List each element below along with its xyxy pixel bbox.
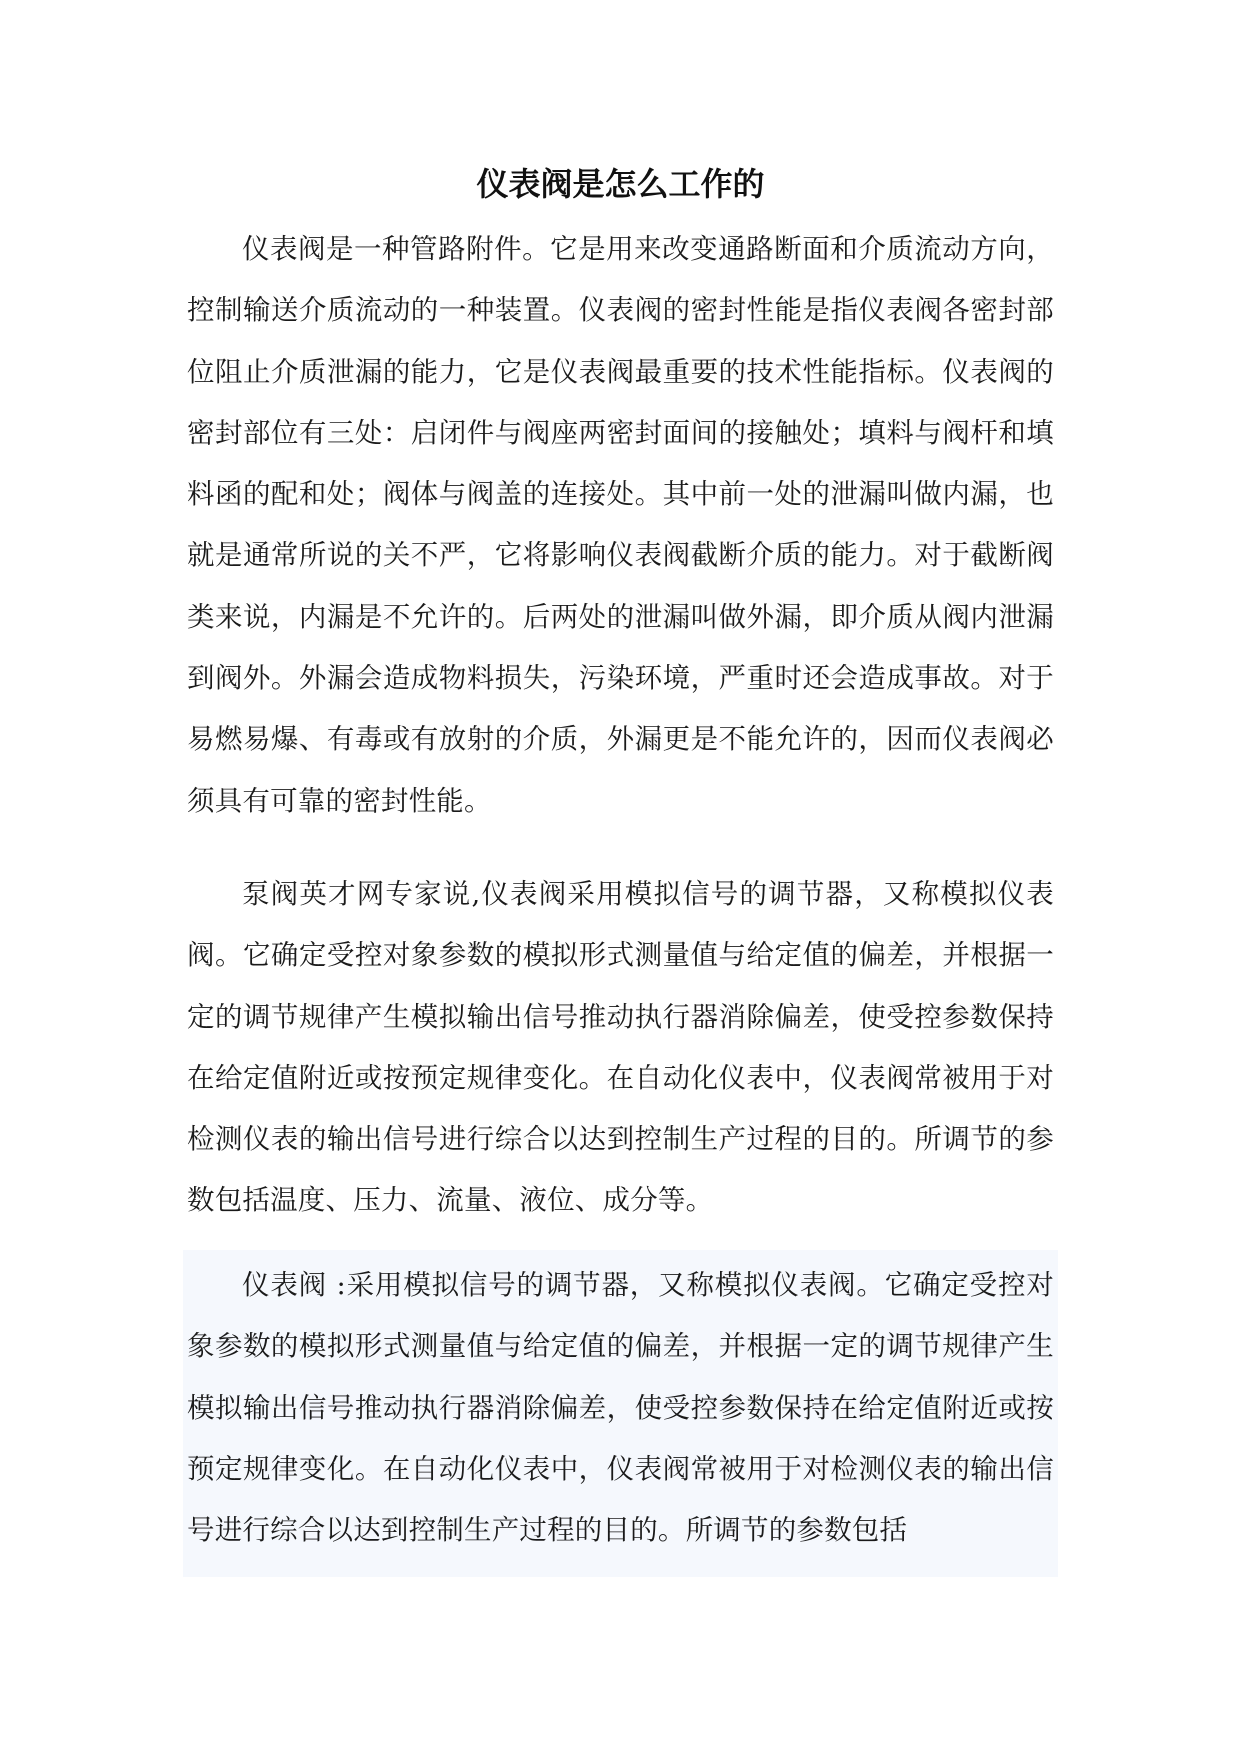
- paragraph-valve-definition: 仪表阀是一种管路附件。它是用来改变通路断面和介质流动方向，控制输送介质流动的一种装置。仪表阀的密封性能是指仪表阀各密封部位阻止介质泄漏的能力，它是仪表阀最重要的技术性能指标。仪表阀的密封部位有三处：启闭件与阀座两密封面间的接触处；填料与阀杆和填料函的配和处；阀体与阀盖的连接处。其中前一处的泄漏叫做内漏，也就是通常所说的关不严，它将影响仪表阀截断介质的能力。对于截断阀类来说，内漏是不允许的。后两处的泄漏叫做外漏，即介质从阀内泄漏到阀外。外漏会造成物料损失，污染环境，严重时还会造成事故。对于易燃易爆、有毒或有放射的介质，外漏更是不能允许的，因而仪表阀必须具有可靠的密封性能。: [187, 233, 1054, 817]
- paragraph-highlighted-definition: 仪表阀 :采用模拟信号的调节器，又称模拟仪表阀。它确定受控对象参数的模拟形式测量值与给定值的偏差，并根据一定的调节规律产生模拟输出信号推动执行器消除偏差，使受控参数保持在给定值附近或按预定规律变化。在自动化仪表中，仪表阀常被用于对检测仪表的输出信号进行综合以达到控制生产过程的目的。所调节的参数包括: [187, 1269, 1054, 1547]
- document-title: 仪表阀是怎么工作的: [476, 165, 765, 203]
- paragraph-expert-explanation: 泵阀英才网专家说,仪表阀采用模拟信号的调节器，又称模拟仪表阀。它确定受控对象参数的模拟形式测量值与给定值的偏差，并根据一定的调节规律产生模拟输出信号推动执行器消除偏差，使受控参数保持在给定值附近或按预定规律变化。在自动化仪表中，仪表阀常被用于对检测仪表的输出信号进行综合以达到控制生产过程的目的。所调节的参数包括温度、压力、流量、液位、成分等。: [187, 878, 1054, 1217]
